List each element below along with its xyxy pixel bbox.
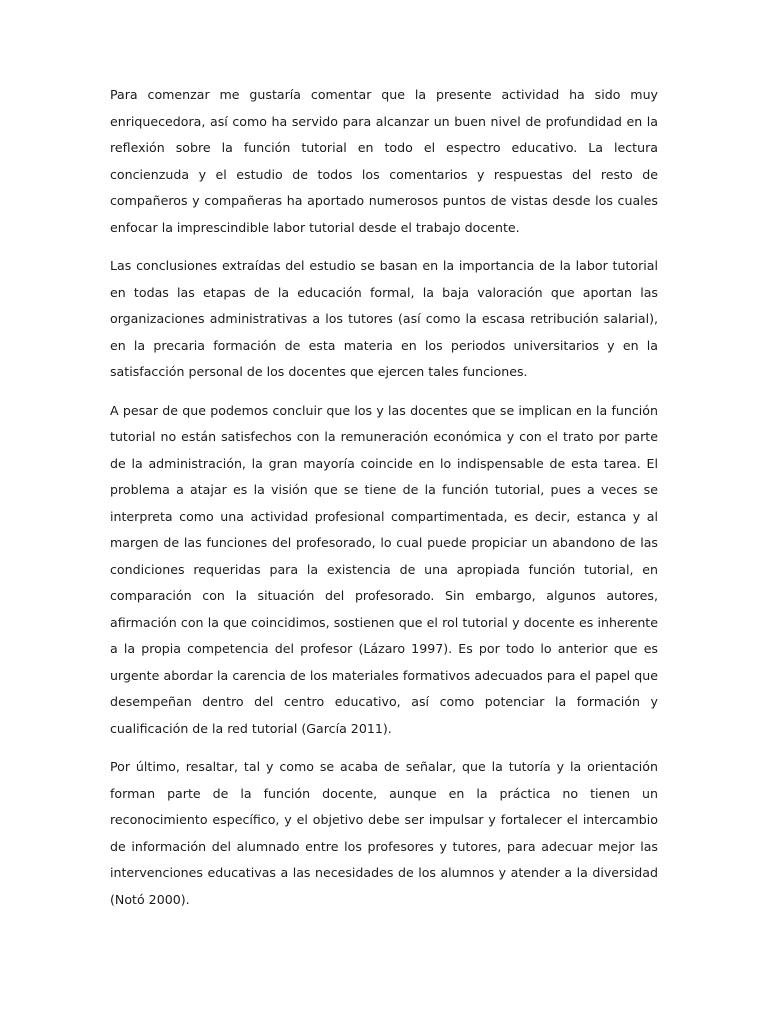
paragraph-conclusions: Las conclusiones extraídas del estudio se basan en la importancia de la labor tutorial en todas las etapas de la educación formal, la baja valoración que aportan las organizaciones administrativas a los tutores (así como la escasa retribución salarial), en la precaria formación de esta materia en los periodos universitarios y en la satisfacción personal de los docentes que ejercen tales funciones.: [110, 258, 658, 379]
paragraph-final-remarks: Por último, resaltar, tal y como se acaba de señalar, que la tutoría y la orientación forman parte de la función docente, aunque en la práctica no tienen un reconocimiento específico, y el objetivo debe ser impulsar y fortalecer el intercambio de información del alumnado entre los profesores y tutores, para adecuar mejor las intervenciones educativas a las necesidades de los alumnos y atender a la diversidad (Notó 2000).: [110, 759, 658, 907]
paragraph-analysis: A pesar de que podemos concluir que los y las docentes que se implican en la función tutorial no están satisfechos con la remuneración económica y con el trato por parte de la administración, la gran mayoría coincide en lo indispensable de esta tarea. El problema a atajar es la visión que se tiene de la función tutorial, pues a veces se interpreta como una actividad profesional compartimentada, es decir, estanca y al margen de las funciones del profesorado, lo cual puede propiciar un abandono de las condiciones requeridas para la existencia de una apropiada función tutorial, en comparación con la situación del profesorado. Sin embargo, algunos autores, afirmación con la que coincidimos, sostienen que el rol tutorial y docente es inherente a la propia competencia del profesor (Lázaro 1997). Es por todo lo anterior que es urgente abordar la carencia de los materiales formativos adecuados para el papel que desempeñan dentro del centro educativo, así como potenciar la formación y cualificación de la red tutorial (García 2011).: [110, 402, 658, 736]
paragraph-introduction: Para comenzar me gustaría comentar que la presente actividad ha sido muy enriquecedora, así como ha servido para alcanzar un buen nivel de profundidad en la reflexión sobre la función tutorial en todo el espectro educativo. La lectura concienzuda y el estudio de todos los comentarios y respuestas del resto de compañeros y compañeras ha aportado numerosos puntos de vistas desde los cuales enfocar la imprescindible labor tutorial desde el trabajo docente.: [110, 87, 658, 235]
